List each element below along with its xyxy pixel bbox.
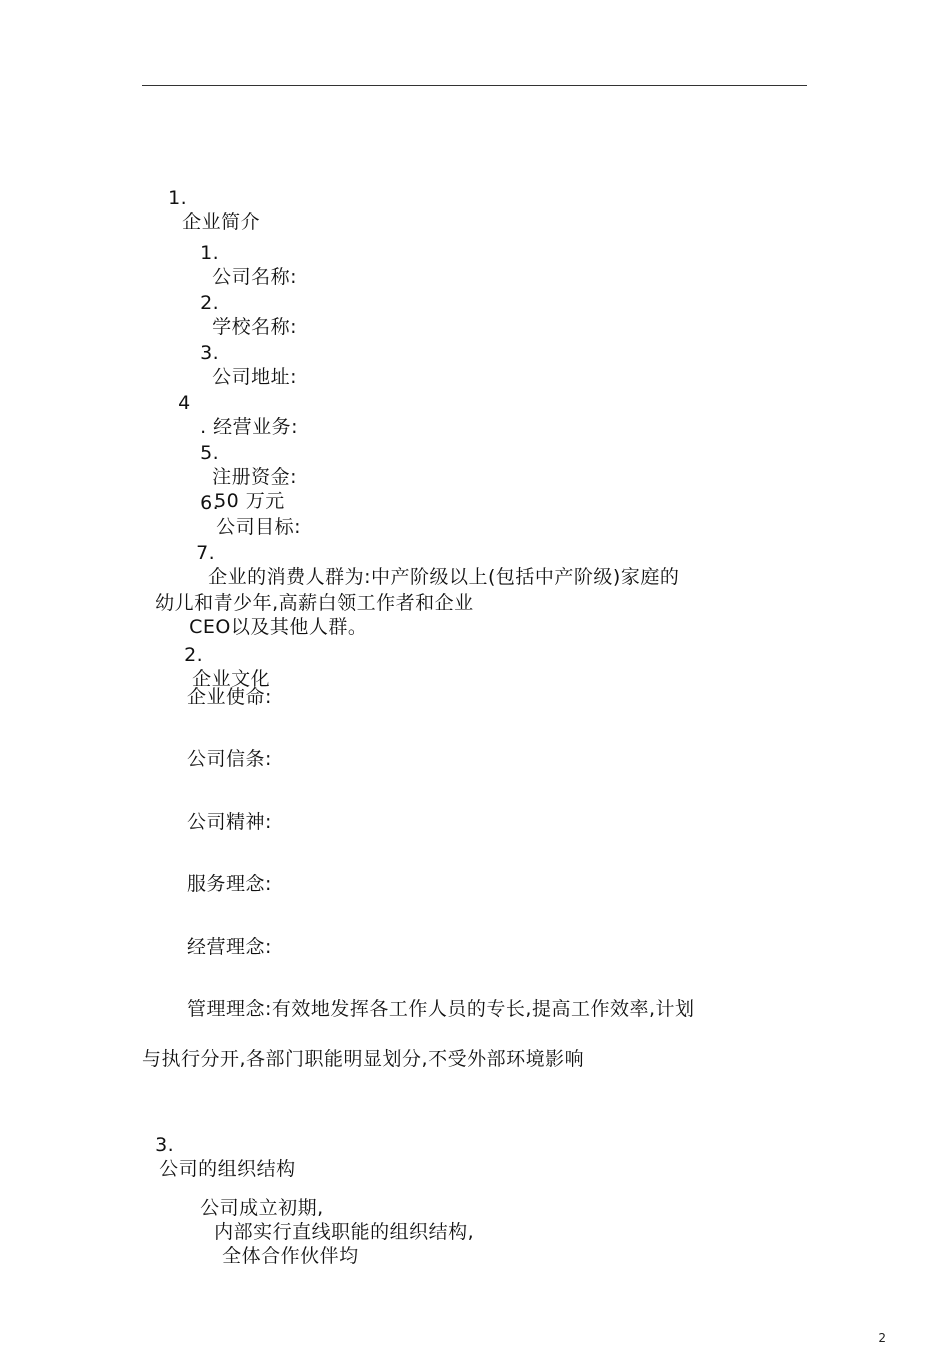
item-label: 公司名称: [212,266,297,288]
section-title: 企业简介 [182,211,261,233]
item-number: 3. [200,342,220,364]
paragraph-text: 全体合作伙伴均 [222,1245,359,1267]
culture-item: 企业使命: [187,686,272,708]
item-label: . 经营业务: [200,416,299,438]
section-title: 公司的组织结构 [159,1158,296,1180]
header-rule [142,85,807,86]
section-heading-2 [171,619,270,691]
section-number: 1. [168,187,188,209]
page-number: 2 [878,1331,886,1345]
culture-item: 管理理念:有效地发挥各工作人员的专长,提高工作效率,计划 [187,998,695,1020]
paragraph-text: 公司成立初期, [200,1197,324,1219]
item-number: 6. [200,492,220,514]
section-title: 企业文化 [192,668,271,690]
item-number: 4 [178,392,191,414]
item-label: 注册资金: [212,466,297,488]
item-label: 公司目标: [216,516,301,538]
body-paragraph [187,1172,474,1268]
section-number: 3. [155,1134,175,1156]
item-number: 2. [200,292,220,314]
item-number: 5. [200,442,220,464]
continuation-text: 幼儿和青少年,高薪白领工作者和企业 [155,592,474,614]
item-label: 公司地址: [212,366,297,388]
culture-item: 服务理念: [187,873,272,895]
culture-item: 公司精神: [187,811,272,833]
culture-item: 经营理念: [187,936,272,958]
item-label: 学校名称: [212,316,297,338]
item-label: 企业的消费人群为:中产阶级以上(包括中产阶级)家庭的 [208,566,680,588]
continuation-text: CEO以及其他人群。 [189,616,368,638]
paragraph-continuation: 与执行分开,各部门职能明显划分,不受外部环境影响 [142,1048,585,1070]
culture-item: 公司信条: [187,748,272,770]
section-heading-3 [142,1109,296,1181]
item-number: 7. [196,542,216,564]
item-number: 1. [200,242,220,264]
paragraph-text: 内部实行直线职能的组织结构, [214,1221,475,1243]
item-value: 50 万元 [214,490,285,512]
section-number: 2. [184,644,204,666]
